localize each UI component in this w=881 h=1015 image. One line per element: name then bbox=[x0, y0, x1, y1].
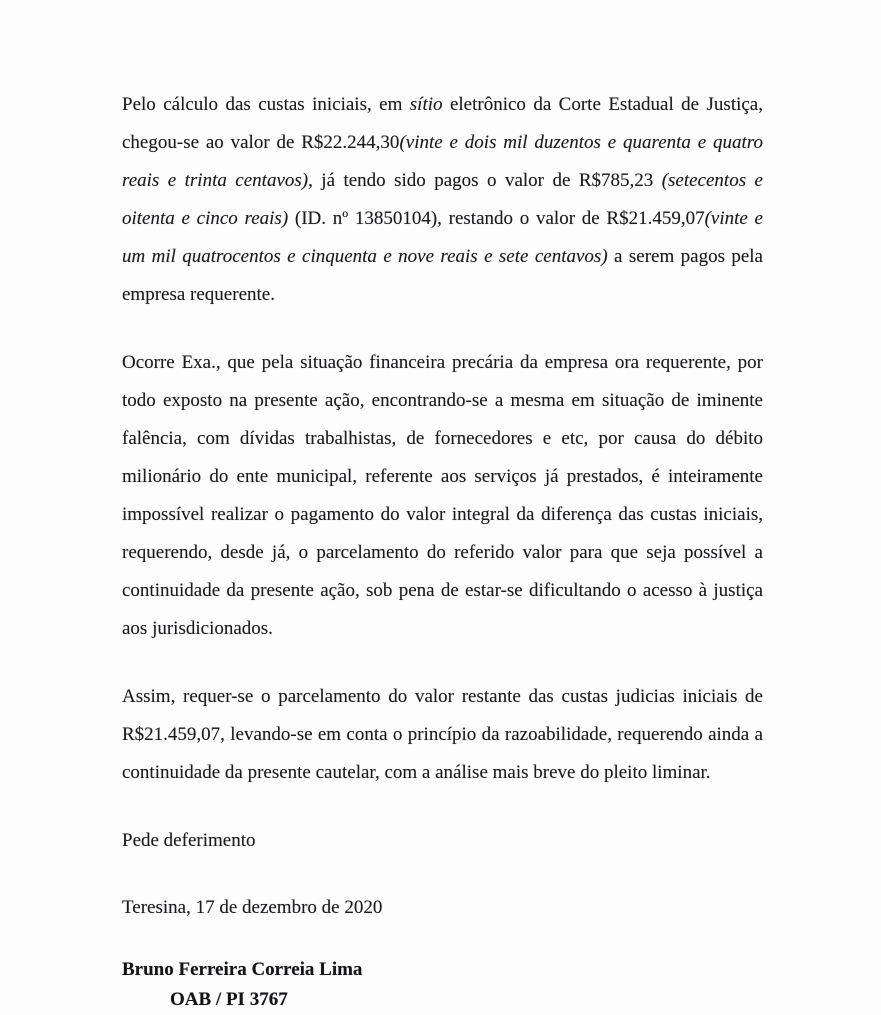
paragraph-custas-iniciais bbox=[122, 86, 763, 314]
text-run: eletrônico da Corte Estadual de Justiça, chegou-se ao valor de R$22.244,30 bbox=[122, 94, 763, 153]
text-run: a serem pagos pela empresa requerente. bbox=[122, 246, 763, 305]
text-run: (ID. nº 13850104), restando o valor de R$21.459,07 bbox=[288, 208, 705, 229]
paragraph-situacao-financeira: Ocorre Exa., que pela situação financeira precária da empresa ora requerente, por todo exposto na presente ação, encontrando-se a mesma em situação de iminente falência, com dívidas trabalhistas, de fornecedores e etc, por causa do débito milionário do ente municipal, referente aos serviços já prestados, é inteiramente impossível realizar o pagamento do valor integral da diferença das custas iniciais, requerendo, desde já, o parcelamento do referido valor para que seja possível a continuidade da presente ação, sob pena de estar-se dificultando o acesso à justiça aos jurisdicionados. bbox=[122, 352, 763, 639]
signature-block bbox=[122, 955, 763, 1015]
text-run-italic-amount-words: (vinte e dois mil duzentos e quarenta e quatro reais e trinta centavos) bbox=[122, 132, 763, 191]
text-run: Pelo cálculo das custas iniciais, em bbox=[122, 94, 410, 115]
text-run: , já tendo sido pagos o valor de R$785,23 bbox=[308, 170, 662, 191]
date-line: Teresina, 17 de dezembro de 2020 bbox=[122, 897, 383, 918]
text-run-italic-amount-words: (vinte e um mil quatrocentos e cinquenta e nove reais e sete centavos) bbox=[122, 208, 763, 267]
signature-name: Bruno Ferreira Correia Lima bbox=[122, 959, 363, 980]
signature-oab: OAB / PI 3767 bbox=[170, 989, 288, 1010]
closing-line: Pede deferimento bbox=[122, 830, 256, 851]
paragraph-pedido-parcelamento: Assim, requer-se o parcelamento do valor restante das custas judicias iniciais de R$21.459,07, levando-se em conta o princípio da razoabilidade, requerendo ainda a continuidade da presente cautelar, com a análise mais breve do pleito liminar. bbox=[122, 686, 763, 783]
text-run-italic: sítio bbox=[409, 94, 443, 115]
text-run-italic-amount-words: (setecentos e oitenta e cinco reais) bbox=[122, 170, 763, 229]
